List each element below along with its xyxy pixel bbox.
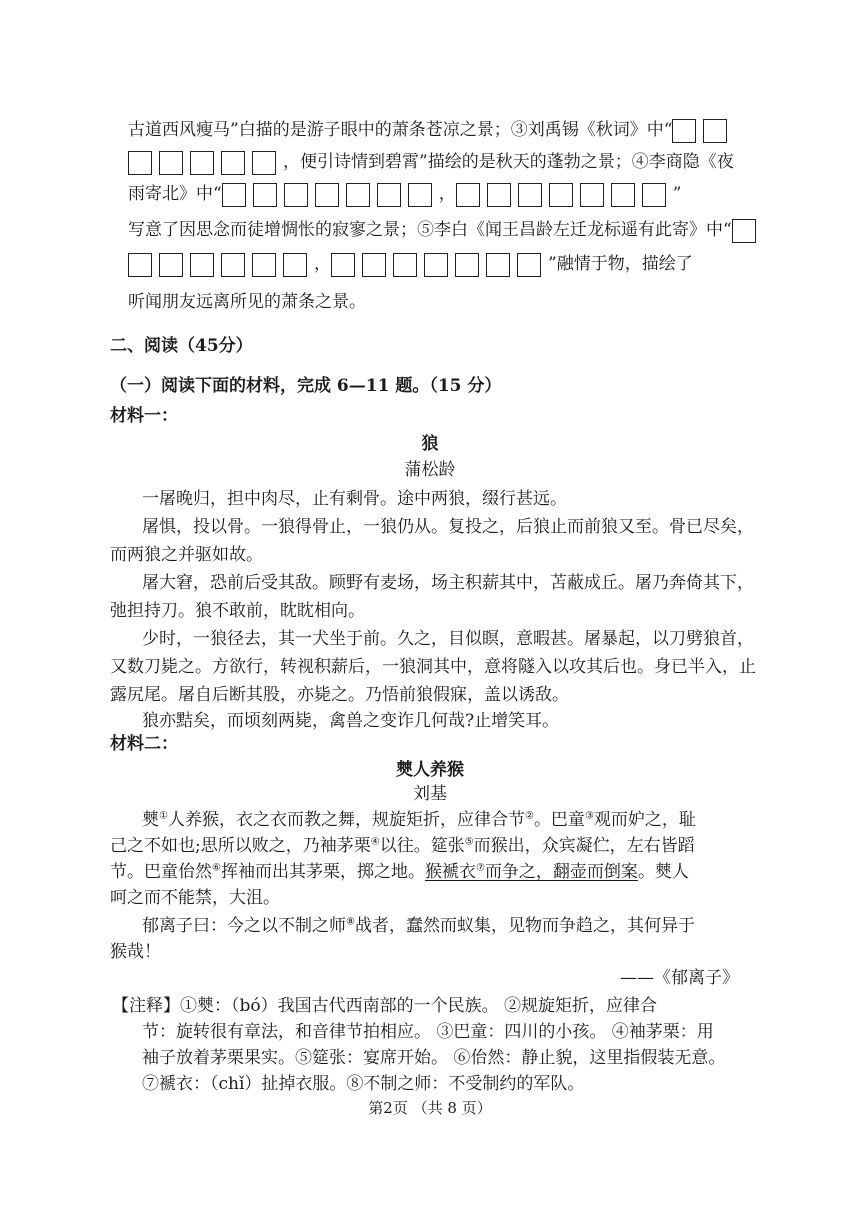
footnote-mark: ③ <box>584 810 594 822</box>
fill-in-text: 听闻朋友远离所见的萧条之景。 <box>128 292 366 312</box>
page-footer: 第2页 （共 8 页） <box>368 1099 492 1117</box>
sub-heading: （一）阅读下面的材料，完成 6—11 题。（15 分） <box>110 376 502 396</box>
material-1-line: 而两狼之并驱如故。 <box>110 545 263 565</box>
material-2-label: 材料二： <box>110 734 178 754</box>
footnote-mark: ① <box>159 810 168 822</box>
material-1-line: 少时，一狼径去，其一犬坐于前。久之，目似瞑，意暇甚。屠暴起，以刀劈狼首， <box>142 629 754 649</box>
material-2-author: 刘基 <box>413 784 447 804</box>
answer-boxes[interactable] <box>672 118 734 143</box>
material-1-label: 材料一： <box>110 406 178 426</box>
material-2-paragraph-line: 郁离子曰：今之以不制之师⑧战者，蠢然而蚁集，见物而争趋之，其何异于 <box>142 916 695 936</box>
underlined-sentence: 猴褫衣⑦而争之，翻壶而倒案 <box>424 862 638 882</box>
material-1-line: 狼亦黠矣，而顷刻两毙，禽兽之变诈几何哉?止增笑耳。 <box>142 711 560 731</box>
footnote-mark: ⑥ <box>212 862 221 874</box>
fill-in-line-2 <box>128 150 734 175</box>
answer-boxes[interactable] <box>456 182 673 207</box>
answer-boxes[interactable] <box>732 218 763 243</box>
footnote-mark: ⑤ <box>464 836 474 848</box>
section-heading: 二、阅读（45分） <box>110 336 253 356</box>
answer-boxes[interactable] <box>331 252 548 277</box>
material-1-line: 又数刀毙之。方欲行，转视积薪后，一狼洞其中，意将隧入以攻其后也。身已半入，止 <box>110 657 756 677</box>
material-1-author: 蒲松龄 <box>404 460 456 480</box>
material-1-line: 露尻尾。屠自后断其股，亦毙之。乃悟前狼假寐，盖以诱敌。 <box>110 685 569 705</box>
material-1-line: 弛担持刀。狼不敢前，眈眈相向。 <box>110 601 365 621</box>
footnote-mark: ② <box>524 810 534 822</box>
fill-in-text: ，便引诗情到碧霄”描绘的是秋天的蓬勃之景；④李商隐《夜 <box>283 152 734 172</box>
material-1-title: 狼 <box>421 434 439 454</box>
material-2-source: ——《郁离子》 <box>620 968 739 988</box>
answer-boxes[interactable] <box>128 150 283 175</box>
fill-in-line-6 <box>128 290 366 314</box>
fill-in-text: 写意了因思念而徒增惆怅的寂寥之景；⑤李白《闻王昌龄左迁龙标遥有此寄》中“ <box>128 220 732 240</box>
material-2-paragraph-line: 猴哉！ <box>110 942 161 962</box>
fill-in-text: 古道西风瘦马”白描的是游子眼中的萧条苍凉之景；③刘禹锡《秋词》中“ <box>128 120 673 140</box>
answer-boxes[interactable] <box>128 252 314 277</box>
answer-boxes[interactable] <box>222 182 439 207</box>
fill-in-comma: ， <box>314 254 331 274</box>
material-2-paragraph-line: 节。巴童佁然⑥挥袖而出其茅栗，掷之地。猴褫衣⑦而争之，翻壶而倒案。僰人 <box>110 862 689 882</box>
material-1-line: 屠惧，投以骨。一狼得骨止，一狼仍从。复投之，后狼止而前狼又至。骨已尽矣， <box>142 517 754 537</box>
note-line: ⑦褫衣：（chǐ）扯掉衣服。⑧不制之师：不受制约的军队。 <box>142 1074 585 1094</box>
fill-in-quote: ” <box>672 184 682 204</box>
note-line: 【注释】①僰：（bó）我国古代西南部的一个民族。 ②规旋矩折，应律合 <box>112 996 658 1016</box>
fill-in-text: ”融情于物，描绘了 <box>548 254 693 274</box>
fill-in-line-4 <box>128 218 763 243</box>
note-line: 节：旋转很有章法，和音律节拍相应。 ③巴童：四川的小孩。 ④袖茅栗：用 <box>142 1022 714 1042</box>
footnote-mark: ⑧ <box>346 916 355 928</box>
fill-in-text: 雨寄北》中“ <box>128 184 222 204</box>
material-2-paragraph-line: 僰①人养猴，衣之衣而教之舞，规旋矩折，应律合节②。巴童③观而妒之，耻 <box>142 810 696 830</box>
fill-in-line-1 <box>128 118 734 143</box>
fill-in-comma: ， <box>438 184 456 204</box>
material-2-title: 僰人养猴 <box>396 760 464 780</box>
fill-in-line-5 <box>128 252 693 277</box>
fill-in-line-3 <box>128 182 681 207</box>
material-1-line: 屠大窘，恐前后受其敌。顾野有麦场，场主积薪其中，苫蔽成丘。屠乃奔倚其下， <box>142 573 754 593</box>
material-2-paragraph-line: 呵之而不能禁，大沮。 <box>110 888 280 908</box>
material-1-line: 一屠晚归，担中肉尽，止有剩骨。途中两狼，缀行甚远。 <box>142 489 567 509</box>
footnote-mark: ④ <box>370 836 380 848</box>
note-line: 袖子放着茅栗果实。⑤筵张：宴席开始。 ⑥佁然：静止貌，这里指假装无意。 <box>142 1048 726 1068</box>
material-2-paragraph-line: 己之不如也;思所以败之，乃袖茅栗④以往。筵张⑤而猴出，众宾凝伫，左右皆蹈 <box>110 836 695 856</box>
